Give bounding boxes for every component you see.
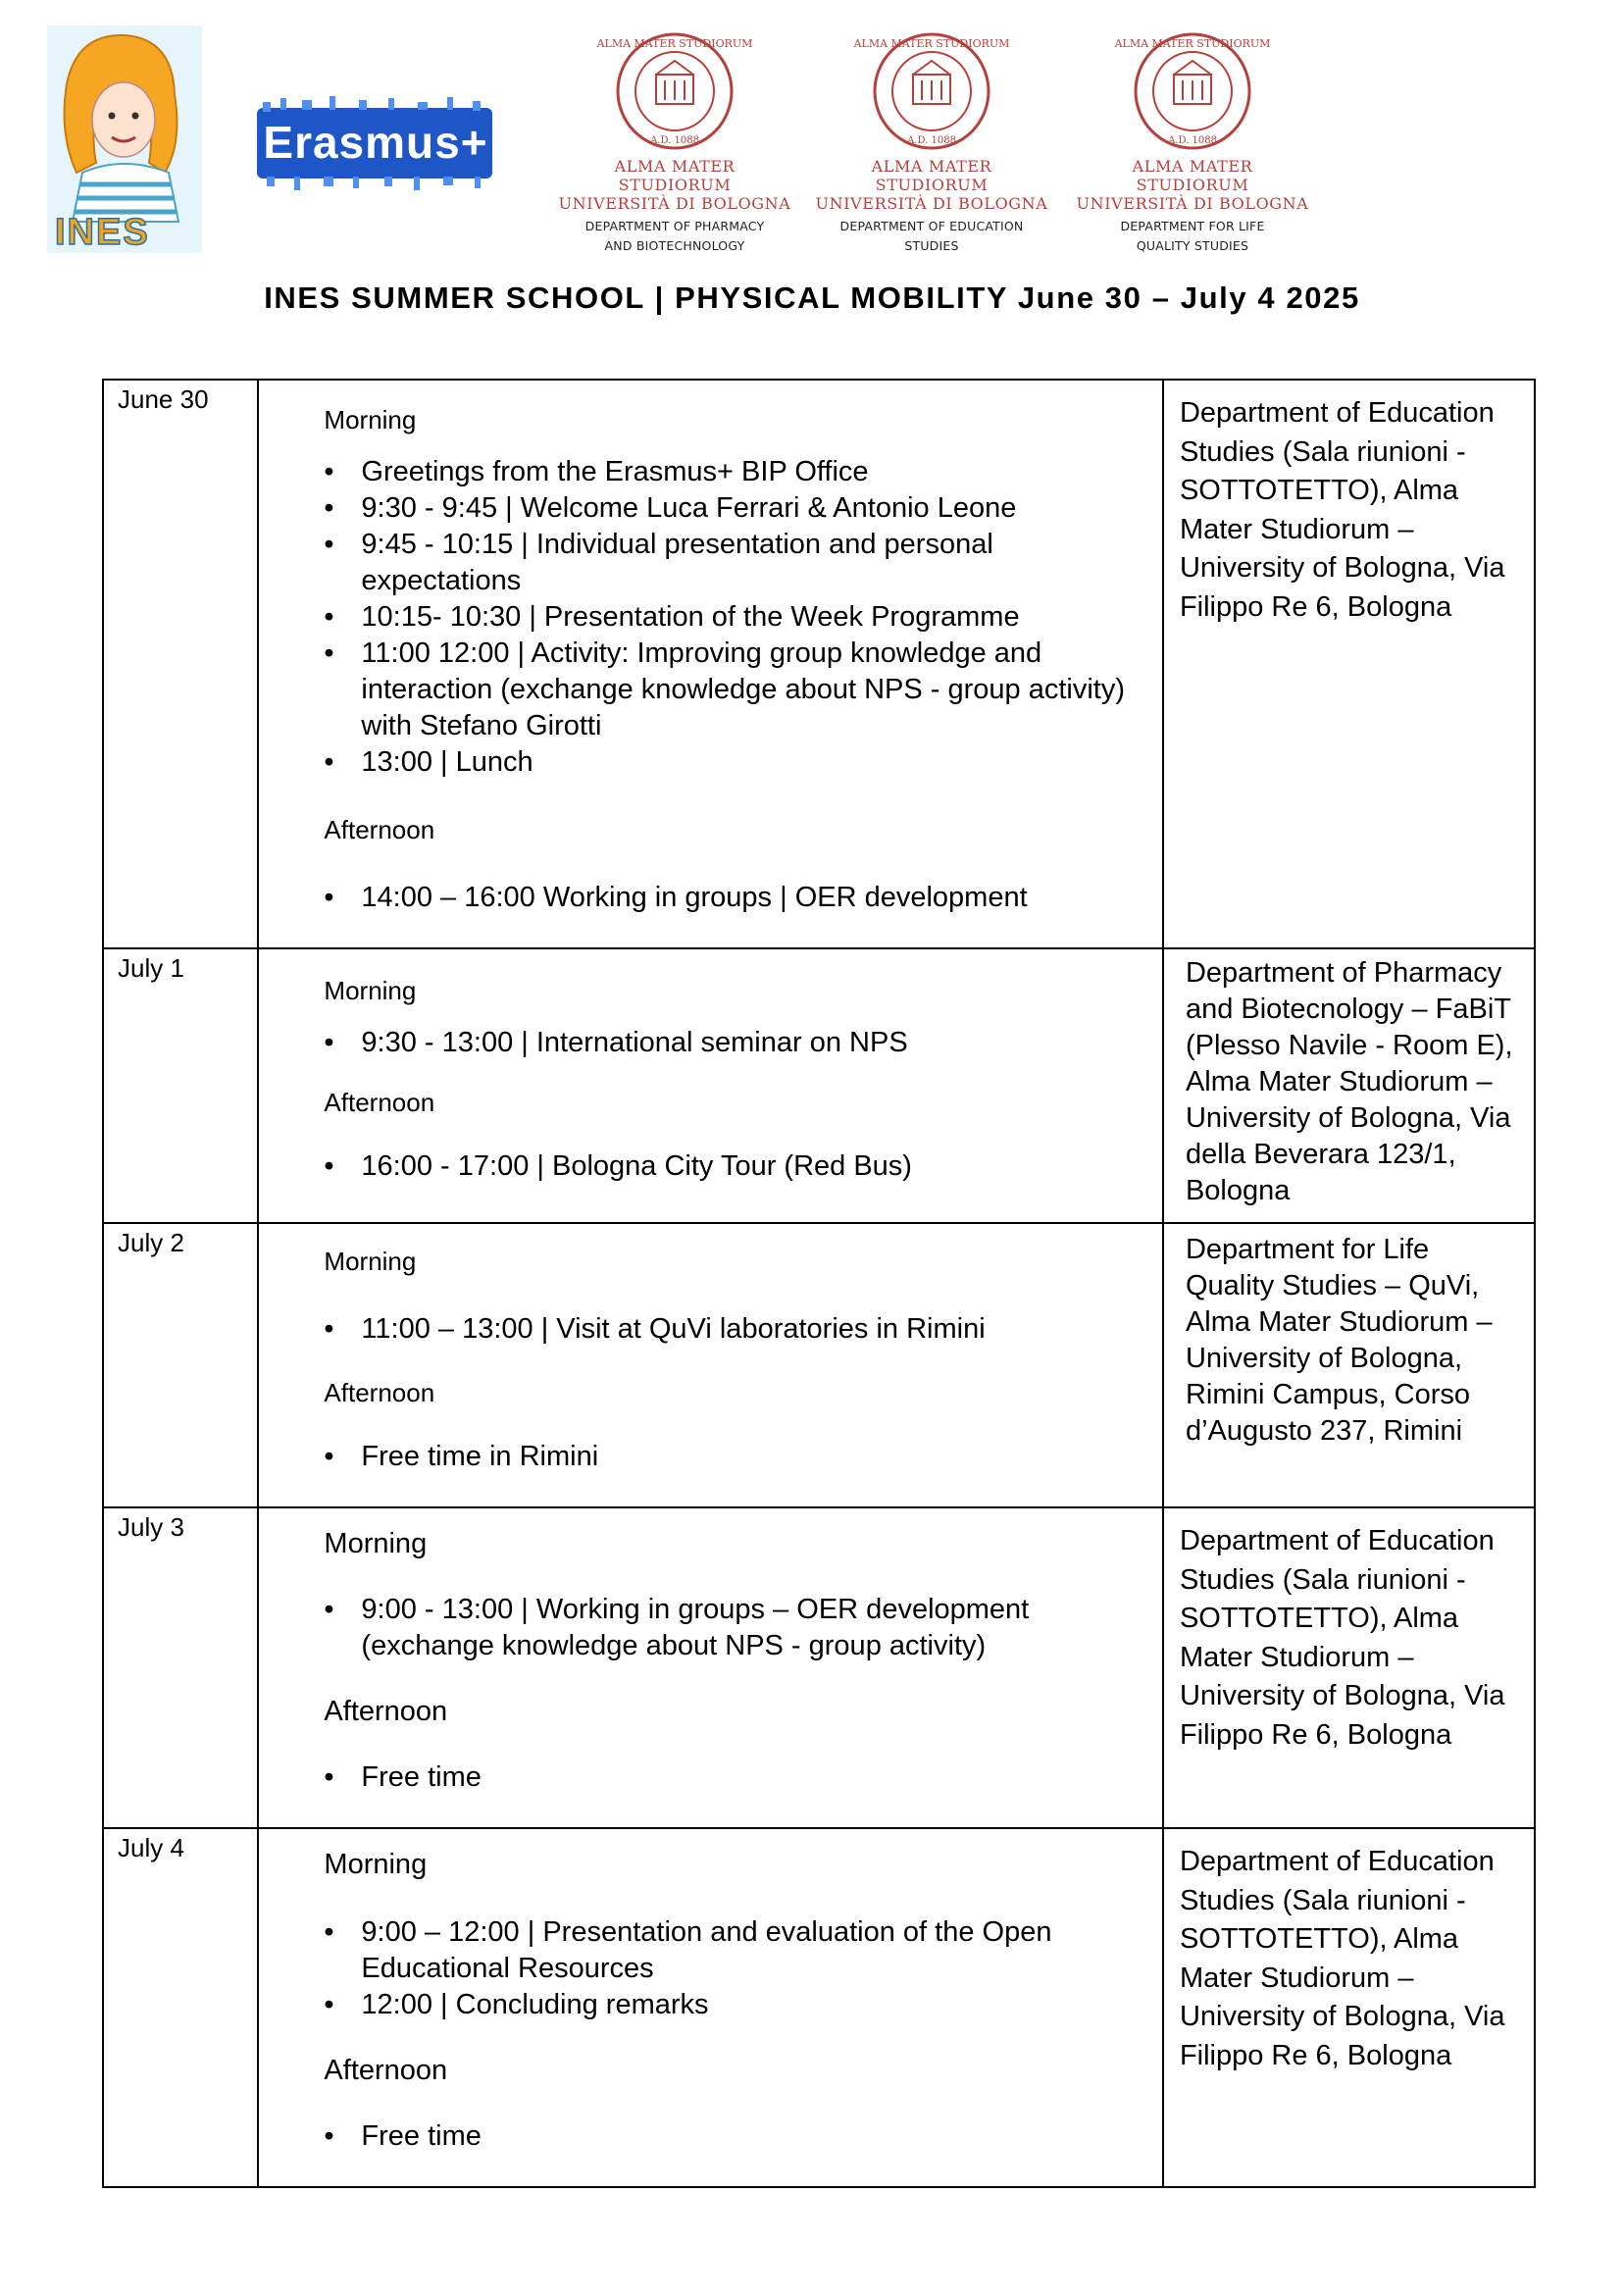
section-label: Afternoon [324, 1378, 435, 1407]
list-item: • Greetings from the Erasmus+ BIP Office [361, 454, 1142, 490]
activities-cell [258, 1828, 1163, 2187]
department-name: DEPARTMENT FOR LIFE QUALITY STUDIES [1120, 219, 1265, 253]
table-row [103, 948, 1535, 1223]
morning-list [324, 1311, 1142, 1348]
table-row [103, 380, 1535, 948]
unibo-logo-life-quality [1075, 29, 1310, 256]
list-item: • 12:00 | Concluding remarks [361, 1987, 1142, 2023]
unibo-name: ALMA MATER STUDIORUM UNIVERSITÀ DI BOLOGNA [558, 157, 791, 213]
location-cell: Department of Education Studies (Sala riunioni - SOTTOTETTO), Alma Mater Studiorum – University of Bologna, Via Filippo Re 6, Bologna [1163, 1828, 1535, 2187]
section-label: Afternoon [324, 1696, 448, 1727]
unibo-logo-education [814, 29, 1049, 256]
afternoon-list [324, 1148, 1142, 1185]
list-item: • 14:00 – 16:00 Working in groups | OER development [361, 880, 1142, 916]
section-label: Afternoon [324, 1088, 435, 1117]
table-row [103, 1223, 1535, 1507]
date-cell: June 30 [103, 380, 258, 948]
ines-logo: INES [47, 25, 202, 253]
unibo-name: ALMA MATER STUDIORUM UNIVERSITÀ DI BOLOGNA [815, 157, 1048, 213]
unibo-logo-pharmacy [557, 29, 792, 256]
date-cell: July 2 [103, 1223, 258, 1507]
section-label: Morning [324, 1849, 428, 1880]
date-cell: July 3 [103, 1507, 258, 1828]
department-name: DEPARTMENT OF PHARMACY AND BIOTECHNOLOGY [584, 219, 765, 253]
date-cell: July 1 [103, 948, 258, 1223]
section-label: Afternoon [324, 815, 435, 844]
list-item: • 11:00 – 13:00 | Visit at QuVi laboratories in Rimini [361, 1311, 1142, 1348]
afternoon-list [324, 1759, 1142, 1796]
list-item: • 11:00 12:00 | Activity: Improving group knowledge and interaction (exchange knowledge about NPS - group activity) with Stefano Girotti [361, 636, 1142, 744]
table-row [103, 1507, 1535, 1828]
morning-list [324, 1592, 1142, 1664]
unibo-seal-icon [853, 29, 1010, 153]
afternoon-list [324, 2118, 1142, 2155]
afternoon-list [324, 880, 1142, 916]
section-label: Morning [324, 1247, 417, 1276]
unibo-name: ALMA MATER STUDIORUM UNIVERSITÀ DI BOLOGNA [1076, 157, 1309, 213]
schedule-table [102, 379, 1536, 2188]
svg-text:ALMA MATER STUDIORUM: ALMA MATER STUDIORUM [853, 37, 1010, 50]
list-item: • 9:30 - 13:00 | International seminar on NPS [361, 1025, 1142, 1061]
unibo-seal-icon [596, 29, 753, 153]
activities-cell [258, 380, 1163, 948]
list-item: • 9:00 - 13:00 | Working in groups – OER development (exchange knowledge about NPS - group activity) [361, 1592, 1142, 1664]
morning-list [324, 1914, 1142, 2023]
list-item: • 9:30 - 9:45 | Welcome Luca Ferrari & Antonio Leone [361, 490, 1142, 527]
section-label: Morning [324, 405, 417, 434]
department-name: DEPARTMENT OF EDUCATION STUDIES [839, 219, 1024, 253]
section-label: Morning [324, 976, 417, 1005]
section-label: Afternoon [324, 2055, 448, 2086]
morning-list [324, 454, 1142, 781]
list-item: • 13:00 | Lunch [361, 744, 1142, 781]
table-row [103, 1828, 1535, 2187]
list-item: • 9:45 - 10:15 | Individual presentation and personal expectations [361, 527, 1142, 599]
date-cell: July 4 [103, 1828, 258, 2187]
page-title: INES SUMMER SCHOOL | PHYSICAL MOBILITY June 30 – July 4 2025 [264, 280, 1360, 315]
activities-cell [258, 1507, 1163, 1828]
activities-cell [258, 948, 1163, 1223]
list-item: • Free time in Rimini [361, 1439, 1142, 1475]
location-cell: Department of Education Studies (Sala riunioni - SOTTOTETTO), Alma Mater Studiorum – University of Bologna, Via Filippo Re 6, Bologna [1163, 380, 1535, 948]
activities-cell [258, 1223, 1163, 1507]
section-label: Morning [324, 1528, 428, 1559]
list-item: • Free time [361, 1759, 1142, 1796]
list-item: • 9:00 – 12:00 | Presentation and evaluation of the Open Educational Resources [361, 1914, 1142, 1987]
erasmus-logo: Erasmus+ [251, 94, 498, 192]
svg-text:ALMA MATER STUDIORUM: ALMA MATER STUDIORUM [596, 37, 753, 50]
location-cell: Department for Life Quality Studies – QuVi, Alma Mater Studiorum – University of Bologna, Rimini Campus, Corso d’Augusto 237, Rimini [1163, 1223, 1535, 1507]
location-cell: Department of Education Studies (Sala riunioni - SOTTOTETTO), Alma Mater Studiorum – University of Bologna, Via Filippo Re 6, Bologna [1163, 1507, 1535, 1828]
svg-text:A.D. 1088: A.D. 1088 [650, 135, 699, 146]
svg-text:ALMA MATER STUDIORUM: ALMA MATER STUDIORUM [1114, 37, 1271, 50]
svg-text:A.D. 1088: A.D. 1088 [907, 135, 956, 146]
list-item: • Free time [361, 2118, 1142, 2155]
svg-text:A.D. 1088: A.D. 1088 [1168, 135, 1217, 146]
unibo-seal-icon [1114, 29, 1271, 153]
afternoon-list [324, 1439, 1142, 1475]
location-cell: Department of Pharmacy and Biotecnology – FaBiT (Plesso Navile - Room E), Alma Mater Studiorum – University of Bologna, Via della Beverara 123/1, Bologna [1163, 948, 1535, 1223]
list-item: • 16:00 - 17:00 | Bologna City Tour (Red Bus) [361, 1148, 1142, 1185]
morning-list [324, 1025, 1142, 1061]
list-item: • 10:15- 10:30 | Presentation of the Week Programme [361, 599, 1142, 636]
